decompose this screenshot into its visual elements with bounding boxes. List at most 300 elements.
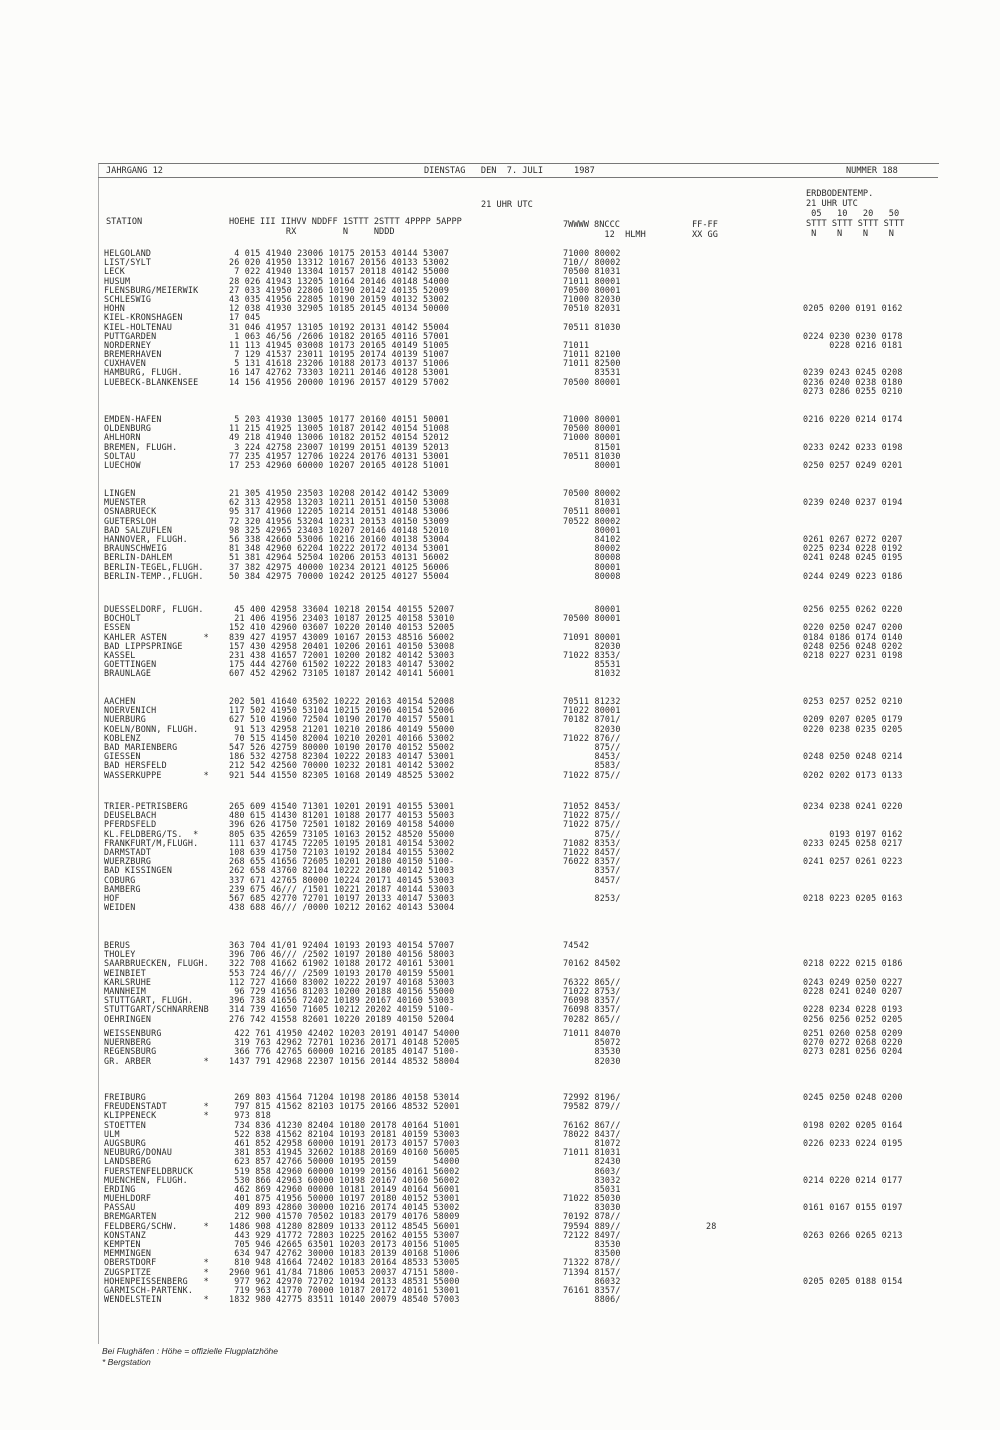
weather-data: 70500 80001: [563, 376, 621, 387]
soil-temp-data: 0228 0241 0240 0207: [803, 985, 903, 996]
weather-data: 71052 8453/: [563, 801, 621, 811]
weather-data-column: [563, 1029, 621, 1066]
soil-temp-data-column: [803, 941, 903, 1024]
weather-data: 81031: [563, 497, 621, 508]
weather-data: 71394 8157/: [563, 1266, 621, 1277]
synop-data: 56 338 42660 53006 10216 20160 40138 53004: [229, 533, 450, 544]
header-rule: [98, 177, 938, 178]
synop-data: 1 063 46/56 /2606 10182 20165 40116 57001: [229, 330, 450, 341]
weather-data: 71011: [563, 339, 590, 350]
weather-data: 71022 80001: [563, 705, 621, 716]
station-name: PFERDSFELD: [104, 819, 157, 830]
station-name: NOERVENICH: [104, 705, 157, 716]
soil-temp-data: [803, 876, 903, 885]
station-name: BERUS: [104, 940, 131, 950]
synop-data: 839 427 41957 43009 10167 20153 48516 56002: [229, 631, 455, 642]
weather-data-column: [563, 1093, 621, 1304]
soil-temp-data: [803, 286, 903, 295]
weather-data: 71022 875//: [563, 819, 621, 830]
weather-data: 70500 80001: [563, 423, 621, 434]
weather-data: 80002: [563, 543, 621, 554]
weather-data: 74542: [563, 940, 590, 950]
synop-data: 623 857 42766 50000 10195 20159 54000: [229, 1156, 460, 1167]
synop-data: 607 452 42962 73105 10187 20142 40141 56001: [229, 668, 455, 679]
weather-data: 8457/: [563, 874, 621, 885]
soil-temp-data: 0241 0248 0245 0195: [803, 552, 903, 563]
weather-data: 85031: [563, 1183, 621, 1194]
station-name: BAD LIPPSPRINGE: [104, 640, 183, 651]
soil-temp-data: 0248 0256 0248 0202: [803, 640, 903, 651]
gust-data: [706, 1203, 716, 1212]
utc-title: 21 UHR UTC: [481, 200, 533, 210]
weather-data: 71022 875//: [563, 810, 621, 821]
station-name: SOLTAU: [104, 450, 136, 461]
station-name: AHLHORN: [104, 432, 141, 443]
weather-data: 71022 8753/: [563, 985, 621, 996]
weather-data: 83530: [563, 1239, 621, 1249]
soil-temp-data: 0263 0266 0265 0213: [803, 1229, 903, 1240]
station-name: GIESSEN: [104, 751, 141, 762]
synop-data: 212 542 42560 70000 10232 20181 40142 53002: [229, 760, 455, 771]
synop-data-column: [229, 489, 449, 581]
synop-data: 438 688 46/// /0000 10212 20162 40143 53004: [229, 902, 455, 913]
station-name: GARMISCH-PARTENK.: [104, 1284, 194, 1295]
soil-temp-data-column: [803, 697, 903, 780]
station-name: ZUGSPITZE *: [104, 1266, 209, 1277]
soil-temp-data: [803, 424, 903, 433]
weather-data: 80008: [563, 570, 621, 581]
soil-temp-data: 0205 0200 0191 0162: [803, 303, 903, 314]
synop-data: 98 325 42965 23403 10207 20146 40148 52010: [229, 524, 450, 535]
weather-data: 83530: [563, 1046, 621, 1057]
station-name-column: [104, 802, 198, 912]
weather-data: 86032: [563, 1275, 621, 1286]
soil-temp-data: [803, 1212, 903, 1221]
synop-data: 117 502 41950 53104 10215 20196 40154 52006: [229, 705, 455, 716]
synop-data: 202 501 41640 63502 10222 20163 40154 52008: [229, 696, 455, 706]
synop-data: 11 215 41925 13005 10187 20142 40154 51008: [229, 423, 450, 434]
weather-data: 82430: [563, 1156, 621, 1167]
soil-temp-data-column: [803, 605, 903, 679]
synop-data: 269 803 41564 71204 10198 20186 40158 53014: [229, 1092, 460, 1102]
synop-data: 17 045: [229, 312, 261, 323]
synop-data: 231 438 41657 72001 10200 20182 40142 53003: [229, 649, 455, 660]
weather-data: 80001: [563, 604, 621, 614]
synop-data: 319 763 42962 72701 10236 20171 40148 52005: [229, 1037, 460, 1048]
synop-column-subheader: RX N NDDD: [229, 227, 395, 237]
synop-data: 734 836 41230 82404 10180 20178 40164 51001: [229, 1119, 460, 1130]
synop-data: 111 637 41745 72205 10195 20181 40154 53002: [229, 837, 455, 848]
station-name: PUTTGARDEN: [104, 330, 157, 341]
weather-data: 76162 867//: [563, 1119, 621, 1130]
synop-data: 239 675 46/// /1501 10221 20187 40144 53003: [229, 883, 455, 894]
station-name: HOHN: [104, 303, 125, 314]
weather-data: 70282 865//: [563, 1013, 621, 1024]
soil-temp-data-column: [803, 802, 903, 912]
station-name: FRANKFURT/M,FLUGH.: [104, 837, 199, 848]
synop-data-column: [229, 1093, 460, 1304]
weather-data: 70500 80001: [563, 613, 621, 624]
soil-temp-data: [803, 1240, 903, 1249]
synop-data: 108 639 41750 72103 10192 20184 40155 53002: [229, 846, 455, 857]
soil-temp-data: 0193 0197 0162: [803, 828, 903, 839]
synop-data: 921 544 41550 82305 10168 20149 48525 53002: [229, 769, 455, 780]
gust-data: [706, 1194, 716, 1203]
synop-data: 28 026 41943 13205 10164 20146 40148 54000: [229, 275, 450, 286]
soil-temp-data: 0209 0207 0205 0179: [803, 714, 903, 725]
weather-data: 71091 80001: [563, 631, 621, 642]
synop-data: 973 818: [229, 1110, 271, 1121]
weather-data: 76322 865//: [563, 976, 621, 987]
gust-data: [706, 1139, 716, 1148]
synop-data: 265 609 41540 71301 10201 20191 40155 53001: [229, 801, 455, 811]
soil-temp-data: 0218 0223 0205 0163: [803, 892, 903, 903]
weather-data: 82030: [563, 640, 621, 651]
synop-data: 1437 791 42968 22307 10156 20144 48532 58004: [229, 1055, 460, 1066]
soil-temp-units: STTT STTT STTT STTT: [806, 219, 905, 229]
station-name: STOETTEN: [104, 1119, 146, 1130]
soil-temp-data: [803, 258, 903, 267]
synop-data: 810 948 41664 72402 10183 20164 48533 53005: [229, 1257, 460, 1268]
station-name-column: [104, 415, 177, 470]
synop-data: 70 515 41450 82004 10210 20201 40166 53002: [229, 732, 455, 743]
gust-data: 28: [706, 1220, 717, 1231]
weather-data: 70500 80002: [563, 488, 621, 498]
synop-data: 11 113 41945 03008 10173 20165 40149 51005: [229, 339, 450, 350]
soil-temp-data: 0220 0238 0235 0205: [803, 723, 903, 734]
gust-data: [706, 1295, 716, 1304]
soil-temp-data: 0218 0227 0231 0198: [803, 649, 903, 660]
station-name: DEUSELBACH: [104, 810, 157, 821]
weather-data-column: [563, 249, 621, 387]
date-label: DIENSTAG DEN 7. JULI 1987: [424, 166, 595, 176]
synop-data: 81 348 42960 62204 10222 20172 40134 53001: [229, 543, 450, 554]
weather-data: 71022 875//: [563, 769, 621, 780]
weather-data: 71000 80002: [563, 248, 621, 258]
station-name: MANNHEIM: [104, 985, 146, 996]
weather-data: 81072: [563, 1137, 621, 1148]
gust-data: [706, 1277, 716, 1286]
gust-data: [706, 1093, 716, 1102]
soil-temp-data: 0256 0256 0252 0205: [803, 1013, 903, 1024]
soil-temp-data: [803, 267, 903, 276]
synop-data: 627 510 41960 72504 10190 20170 40157 55001: [229, 714, 455, 725]
weather-data: 79594 889//: [563, 1220, 621, 1231]
soil-temp-data: [803, 249, 903, 258]
gust-column-header: FF-FF: [692, 220, 718, 230]
synop-data: 519 858 42960 60000 10199 20156 40161 56002: [229, 1165, 460, 1176]
weather-data: 875//: [563, 741, 621, 752]
weather-data: 70511 81030: [563, 321, 621, 332]
weather-data: 8253/: [563, 892, 621, 903]
station-name: NUERBURG: [104, 714, 146, 725]
station-name: MUEHLDORF: [104, 1193, 152, 1204]
station-name: DUESSELDORF, FLUGH.: [104, 604, 204, 614]
station-name: LUECHOW: [104, 459, 141, 470]
weather-data: 70511 80001: [563, 506, 621, 517]
station-name: OSNABRUECK: [104, 506, 157, 517]
station-name: WUERZBURG: [104, 856, 152, 867]
station-name: HOF: [104, 892, 120, 903]
station-name: KEMPTEN: [104, 1239, 141, 1249]
station-name: FUERSTENFELDBRUCK: [104, 1165, 194, 1176]
station-name: KIEL-HOLTENAU: [104, 321, 173, 332]
soil-temp-data: [803, 1057, 903, 1066]
soil-temp-data: 0233 0242 0233 0198: [803, 441, 903, 452]
weather-data: 70522 80002: [563, 515, 621, 526]
soil-temp-data: 0214 0220 0214 0177: [803, 1174, 903, 1185]
station-name: CUXHAVEN: [104, 358, 146, 369]
station-name-column: [104, 605, 209, 679]
synop-data: 186 532 42758 82304 10222 20183 40147 53001: [229, 751, 455, 762]
station-name: STUTTGART/SCHNARRENB: [104, 1004, 209, 1015]
station-name: OLDENBURG: [104, 423, 152, 434]
station-name: BERLIN-TEMP.,FLUGH.: [104, 570, 204, 581]
gust-data: [706, 1268, 716, 1277]
weather-data: 80001: [563, 459, 621, 470]
synop-column-header: HOEHE III IIHVV NDDFF 1STTT 2STTT 4PPPP 5APPP: [229, 217, 462, 227]
soil-temp-data: 0225 0234 0228 0192: [803, 543, 903, 554]
soil-temp-data-column: [803, 489, 903, 581]
station-name: LIST/SYLT: [104, 257, 152, 268]
station-name: BREMERHAVEN: [104, 349, 162, 360]
weather-data: 71322 878//: [563, 1257, 621, 1268]
weather-data: 72992 8196/: [563, 1092, 621, 1102]
station-name-column: [104, 941, 209, 1024]
soil-temp-data: 0253 0257 0252 0210: [803, 696, 903, 706]
soil-temp-data: [803, 866, 903, 875]
soil-temp-data: 0234 0238 0241 0220: [803, 801, 903, 811]
weather-data: 71000 80001: [563, 414, 621, 424]
soil-temp-data: 0216 0220 0214 0174: [803, 414, 903, 424]
synop-data: 49 218 41940 13006 10182 20152 40154 52012: [229, 432, 450, 443]
gust-data: [706, 1249, 716, 1258]
synop-data: 462 869 42960 00000 10181 20149 40164 56001: [229, 1183, 460, 1194]
soil-temp-data: [803, 1249, 903, 1258]
synop-data: 5 131 41618 23206 10188 20173 40137 51006: [229, 358, 450, 369]
station-name: BREMGARTEN: [104, 1211, 157, 1222]
soil-temp-title: ERDBODENTEMP.: [806, 189, 874, 199]
station-name: AACHEN: [104, 696, 136, 706]
soil-temp-data: [803, 1157, 903, 1166]
soil-temp-data: [803, 1295, 903, 1304]
synop-data: 12 038 41930 32905 10185 20145 40134 50000: [229, 303, 450, 314]
synop-data: 31 046 41957 13105 10192 20131 40142 55004: [229, 321, 450, 332]
station-name: BERLIN-DAHLEM: [104, 552, 173, 563]
station-name-column: [104, 1029, 209, 1066]
weather-data: 83032: [563, 1174, 621, 1185]
synop-data: 553 724 46/// /2509 10193 20170 40159 55001: [229, 967, 455, 978]
station-name-column: [104, 697, 209, 780]
weather-data: 80008: [563, 552, 621, 563]
soil-temp-data: 0184 0186 0174 0140: [803, 631, 903, 642]
station-name-column: [104, 1093, 209, 1304]
synop-data: 276 742 41558 82601 10220 20189 40150 52004: [229, 1013, 455, 1024]
synop-data: 7 022 41940 13304 10157 20118 40142 55000: [229, 266, 450, 277]
station-name: MUENCHEN, FLUGH.: [104, 1174, 188, 1185]
gust-data: [706, 1157, 716, 1166]
synop-data: 567 685 42770 72701 10197 20133 40147 53003: [229, 892, 455, 903]
gust-data: [706, 1240, 716, 1249]
soil-temp-data: 0228 0234 0228 0193: [803, 1004, 903, 1015]
station-name: COBURG: [104, 874, 136, 885]
synop-data: 530 866 42963 60000 10198 20167 40160 56002: [229, 1174, 460, 1185]
weather-data: 70511 81030: [563, 450, 621, 461]
weather-data: 82030: [563, 1055, 621, 1066]
soil-temp-data: 0198 0202 0205 0164: [803, 1119, 903, 1130]
synop-data: 152 410 42960 03607 10220 20140 40153 52005: [229, 622, 455, 633]
station-name: KONSTANZ: [104, 1229, 146, 1240]
synop-data: 797 815 41562 82103 10175 20166 48532 52001: [229, 1101, 460, 1112]
weather-data: [563, 903, 621, 912]
weather-data: 81501: [563, 441, 621, 452]
station-name: ULM: [104, 1128, 120, 1139]
synop-data: 3 224 42758 23007 10199 20151 40139 52013: [229, 441, 450, 452]
weather-data: 70510 82031: [563, 303, 621, 314]
gust-data: [706, 1102, 716, 1111]
station-name: BAMBERG: [104, 883, 141, 894]
synop-data: 805 635 42659 73105 10163 20152 48520 55000: [229, 828, 455, 839]
weather-data: 83531: [563, 367, 621, 378]
synop-data: 16 147 42762 73303 10211 20146 40128 53001: [229, 367, 450, 378]
station-name: STUTTGART, FLUGH.: [104, 995, 194, 1006]
synop-data: 443 929 41772 72803 10225 20162 40155 53007: [229, 1229, 460, 1240]
soil-temp-data: 0250 0257 0249 0201: [803, 459, 903, 470]
soil-temp-data: 0239 0240 0237 0194: [803, 497, 903, 508]
station-name: AUGSBURG: [104, 1137, 146, 1148]
synop-data: 461 852 42958 60000 10191 20173 40157 57003: [229, 1137, 460, 1148]
station-name: KIEL-KRONSHAGEN: [104, 312, 183, 323]
weather-column-header: 7WWWW 8NCCC: [563, 220, 620, 230]
station-name: DARMSTADT: [104, 846, 152, 857]
soil-temp-data: 0244 0249 0223 0186: [803, 570, 903, 581]
station-name: MEMMINGEN: [104, 1248, 152, 1259]
synop-data: 547 526 42759 80000 10190 20170 40152 55002: [229, 741, 455, 752]
soil-temp-units2: N N N N: [806, 229, 894, 239]
weather-data: 8583/: [563, 760, 621, 771]
weather-data: 80001: [563, 524, 621, 535]
synop-data: 112 727 41660 83002 10222 20197 40168 53003: [229, 976, 455, 987]
soil-temp-data-column: [803, 1093, 903, 1304]
weather-data: 76098 8357/: [563, 1004, 621, 1015]
soil-temp-data: 0241 0257 0261 0223: [803, 856, 903, 867]
synop-data-column: [229, 249, 449, 387]
station-name: PASSAU: [104, 1202, 136, 1213]
gust-data: [706, 1176, 716, 1185]
weather-data-column: [563, 489, 621, 581]
soil-temp-data: [803, 903, 903, 912]
gust-data: [706, 1148, 716, 1157]
station-name: KOELN/BONN, FLUGH.: [104, 723, 199, 734]
gust-column-subheader: XX GG: [692, 230, 718, 240]
soil-temp-data: [803, 1148, 903, 1157]
weather-data: 82030: [563, 723, 621, 734]
station-name: BAD HERSFELD: [104, 760, 167, 771]
synop-data-column: [229, 1029, 460, 1066]
weather-data-column: [563, 605, 621, 679]
soil-temp-depths: 05 10 20 50: [806, 209, 900, 219]
soil-temp-data: [803, 350, 903, 359]
gust-data: [706, 1130, 716, 1139]
synop-data: 157 430 42958 20401 10206 20161 40150 53008: [229, 640, 455, 651]
weather-data: 85072: [563, 1037, 621, 1048]
weather-data: 76022 8357/: [563, 856, 621, 867]
synop-data: 363 704 41/01 92404 10193 20193 40154 57007: [229, 940, 455, 950]
gust-data: [706, 1121, 716, 1130]
weather-data: 76098 8357/: [563, 995, 621, 1006]
weather-data: 71022 8353/: [563, 649, 621, 660]
synop-data-column: [229, 941, 454, 1024]
gust-data: [706, 1185, 716, 1194]
soil-temp-data: [803, 811, 903, 820]
weather-data: 70192 878//: [563, 1211, 621, 1222]
weather-column-subheader: 12 HLMH: [563, 230, 646, 240]
weather-data: 70182 8701/: [563, 714, 621, 725]
station-name: BOCHOLT: [104, 613, 141, 624]
soil-temp-data: 0251 0260 0258 0209: [803, 1028, 903, 1038]
synop-data: 26 020 41950 13312 10167 20156 40133 53002: [229, 257, 450, 268]
synop-data: 91 513 42958 21201 10210 20186 40149 55000: [229, 723, 455, 734]
synop-data: 1832 980 42775 83511 10140 20079 48540 57003: [229, 1294, 460, 1305]
station-name-column: [104, 489, 204, 581]
station-name: HAMBURG, FLUGH.: [104, 367, 183, 378]
station-name: WEINBIET: [104, 967, 146, 978]
synop-data: 977 962 42970 72702 10194 20133 48531 55000: [229, 1275, 460, 1286]
synop-data: 7 129 41537 23011 10195 20174 40139 51007: [229, 349, 450, 360]
soil-temp-data: 0273 0286 0255 0210: [803, 385, 903, 396]
issue-number: NUMMER 188: [846, 166, 898, 176]
weather-data: 70511 81232: [563, 696, 621, 706]
soil-temp-data: [803, 669, 903, 678]
soil-temp-data: 0224 0230 0230 0178: [803, 330, 903, 341]
station-name: KAHLER ASTEN *: [104, 631, 209, 642]
synop-data: 634 947 42762 30000 10183 20139 40168 51006: [229, 1248, 460, 1259]
station-name: WENDELSTEIN *: [104, 1294, 209, 1305]
synop-data-column: [229, 415, 449, 470]
synop-data: 50 384 42975 70000 10242 20125 40127 55004: [229, 570, 450, 581]
synop-data: 2960 961 41/84 71806 10053 20037 47151 5800-: [229, 1266, 460, 1277]
gust-data: [706, 1231, 716, 1240]
station-name: FELDBERG/SCHW. *: [104, 1220, 209, 1231]
synop-data: 381 853 41945 32602 10188 20169 40160 56005: [229, 1147, 460, 1158]
synop-data: 27 033 41950 22806 10190 20142 40135 52009: [229, 284, 450, 295]
synop-data: 480 615 41430 81201 10188 20177 40153 55003: [229, 810, 455, 821]
weather-data: 70162 84502: [563, 958, 621, 969]
station-name: BERLIN-TEGEL,FLUGH.: [104, 561, 204, 572]
synop-data: 51 381 42964 52504 10206 20153 40131 56002: [229, 552, 450, 563]
soil-temp-data: 0243 0249 0250 0227: [803, 976, 903, 987]
synop-data: 268 655 41656 72605 10201 20180 40150 5100-: [229, 856, 455, 867]
soil-temp-data: [803, 517, 903, 526]
weather-data: 8806/: [563, 1294, 621, 1305]
weather-data: 71011 82500: [563, 358, 621, 369]
station-name: FREUDENSTADT *: [104, 1101, 209, 1112]
synop-data: 62 313 42958 13203 10211 20151 40150 53008: [229, 497, 450, 508]
weather-data-column: [563, 697, 621, 780]
station-name: HOHENPEISSENBERG *: [104, 1275, 209, 1286]
station-name: HANNOVER, FLUGH.: [104, 533, 188, 544]
gust-data-column: [706, 1093, 716, 1304]
footnote-airports: Bei Flughäfen : Höhe = offizielle Flugplatzhöhe: [102, 1346, 279, 1356]
weather-data: 8603/: [563, 1165, 621, 1176]
synop-data: 422 761 41950 42402 10203 20191 40147 54000: [229, 1028, 460, 1038]
synop-data: 401 875 41956 50000 10197 20180 40152 53001: [229, 1193, 460, 1204]
station-name: NORDERNEY: [104, 339, 152, 350]
synop-data: 5 203 41930 13005 10177 20160 40151 50001: [229, 414, 450, 424]
soil-temp-data: 0239 0243 0245 0208: [803, 367, 903, 378]
station-name: GUETERSLOH: [104, 515, 157, 526]
gust-data: [706, 1167, 716, 1176]
